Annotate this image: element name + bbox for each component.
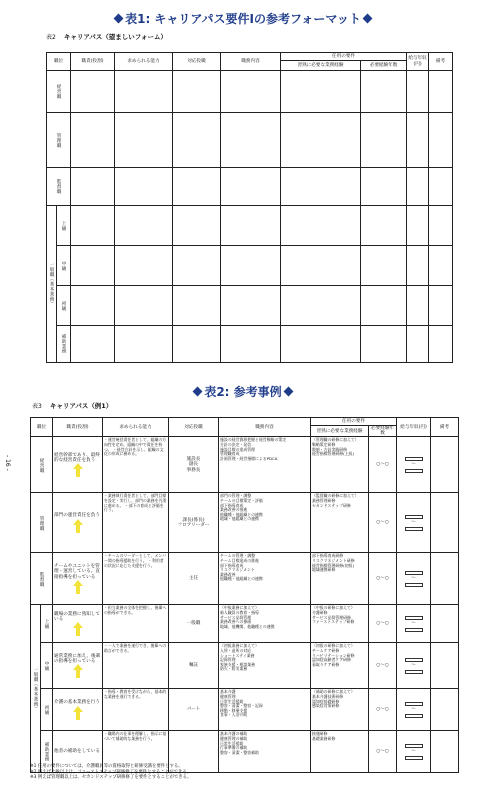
ability-cell: ・指導・教育を受けながら、基本的な業務を遂行できる。 xyxy=(103,689,169,731)
header-rank: 職位 xyxy=(31,418,53,437)
footnote: ※1 任用の要件については、介護職員等の資格取得と研修受講を要件とする。 xyxy=(30,764,183,769)
ability-cell: ・一人で業務を遂行でき、後輩への助言ができる。 xyxy=(103,643,169,689)
header-content: 職務内容 xyxy=(221,53,281,71)
table1-caption: 表2 キャリアパス（望ましいフォーム） xyxy=(46,33,167,41)
arrow-up-icon xyxy=(73,580,83,594)
salary-box xyxy=(405,515,423,519)
duty-cell: 職場の業務に熟知している xyxy=(53,605,103,643)
salary-cell: ～ xyxy=(397,643,431,689)
req-cell: 接遇研修 基礎業務研修 xyxy=(311,731,369,773)
page-number: - 16 - xyxy=(4,455,11,471)
position-cell: 主任 xyxy=(169,553,219,605)
row-label: 中級 xyxy=(57,246,71,286)
row-label: 補助業務 xyxy=(57,326,71,363)
header-salary: 給与年収(円) xyxy=(407,53,429,71)
header-req-b: 必要経験年数 xyxy=(361,61,407,71)
footnote: ※3 例えば管理職以上は、セカンドステップ研修修了を要件とすることができる。 xyxy=(30,775,192,781)
duty-cell: チームやユニットを管理・運営している。直接指導を担っている xyxy=(53,553,103,605)
table-row xyxy=(31,643,459,689)
salary-box xyxy=(405,658,423,662)
years-cell: ○～○ xyxy=(369,437,397,493)
group-label: 一般職（基本業務） xyxy=(31,605,41,773)
salary-cell: ～ xyxy=(397,689,431,731)
table2 xyxy=(30,417,459,773)
table-row xyxy=(31,689,459,731)
table-row xyxy=(31,437,459,493)
diamond-icon xyxy=(283,387,293,397)
header-req: 任用の要件 xyxy=(281,53,407,61)
salary-box xyxy=(405,744,423,748)
salary-cell: ～ xyxy=(397,553,431,605)
header-remarks: 備考 xyxy=(429,53,453,71)
arrow-up-icon xyxy=(73,622,83,636)
req-cell: （監督職の研修に加えて） 業務管理研修 セカンドステップ研修 xyxy=(311,493,369,553)
row-label: 管理職 xyxy=(31,493,53,553)
table-row xyxy=(31,553,459,605)
years-cell: ○～○ xyxy=(369,605,397,643)
ability-cell: ・チームのリーダーとして、メンバー間の指導援助を行う。 ・利用者の状況に応じた支援を行う。 xyxy=(103,553,169,605)
duty-cell: 介護の基本業務を行う xyxy=(53,689,103,731)
ability-cell: ・担当業務の全体を把握し、後輩への指導ができる。 xyxy=(103,605,169,643)
salary-box xyxy=(405,457,423,461)
years-cell: ○～○ xyxy=(369,731,397,773)
salary-box xyxy=(405,616,423,620)
footnote: ※2 例えば上級以上は、ファーストステップ研修修了を要件とすることができる。 xyxy=(30,769,192,775)
duty-cell: 経営幹部であり、最終的な経営責任を負う xyxy=(53,437,103,493)
req-cell: （補助の研修に加えて） 基本介護技術研修 認知症基礎研修 感染症対策研修 xyxy=(311,689,369,731)
duty-cell: 他者の補助をしている xyxy=(53,731,103,773)
ability-cell: ・運営統括責任者として、組織の方向性を定め、組織の中で責任を持つ。 ・経営方針を示し、組織の文化の形成に務める。 xyxy=(103,437,169,493)
header-req-b: 必要経験年数 xyxy=(369,426,397,437)
diamond-icon xyxy=(193,387,203,397)
req-cell: （中級の研修に加えて） 介護研修 サービス品質管理研修 ファーストステップ研修 xyxy=(311,605,369,643)
group-label: 一般職（基本業務） xyxy=(47,206,57,363)
content-cell: 部門の管理・調整 チームの目標策定・評価 部下指導育成 業務改善の推進 他職種・他組織との連携 地域・他組織との連携 xyxy=(219,493,311,553)
position-cell: 一般職 xyxy=(169,605,219,643)
row-label: 経営職 xyxy=(31,437,53,493)
table2-caption: 表3 キャリアパス（例1） xyxy=(32,402,113,410)
row-label: 初級 xyxy=(41,689,53,731)
header-content: 職務内容 xyxy=(219,418,311,437)
salary-box xyxy=(405,702,423,706)
row-label: 上級 xyxy=(57,206,71,246)
row-label: 経営職 xyxy=(47,71,71,113)
salary-cell: ～ xyxy=(397,493,431,553)
content-cell: 基本介護 健康管理 日常生活援助 整容・清潔・整容・記録 移動・移乗支援 食事・入浴介助 xyxy=(219,689,311,731)
header-position: 対応役職 xyxy=(173,53,221,71)
salary-box xyxy=(405,583,423,587)
header-remarks: 備考 xyxy=(431,418,459,437)
ability-cell: ・職場内の仕事を理解し、指示に基づいて補助的な業務を行う。 xyxy=(103,731,169,773)
arrow-up-icon xyxy=(73,463,83,477)
position-cell: 嘱託 xyxy=(169,643,219,689)
row-label: 補助業務 xyxy=(41,731,53,773)
header-req-a: 習熟に必要な業務経験 xyxy=(311,426,369,437)
duty-cell: 部門の運営責任を負う xyxy=(53,493,103,553)
content-cell: （中級業務に加えて） 新人職員の教育・指導 サービス品質管理 業務改善への参画 地域、他機関、他職種との連携 xyxy=(219,605,311,643)
table1 xyxy=(46,52,453,363)
salary-box xyxy=(405,571,423,575)
position-cell: 課長(係長) フロアリーダー xyxy=(169,493,219,553)
header-req-a: 習熟に必要な業務経験 xyxy=(281,61,361,71)
salary-cell: ～ xyxy=(397,437,431,493)
header-duty: 職責(役割) xyxy=(71,53,115,71)
salary-cell: ～ xyxy=(397,731,431,773)
req-cell: 部下指導育成研修 リスクマネジメント研修 経営指標管理研修(初級) 地域連携研修 xyxy=(311,553,369,605)
diamond-icon xyxy=(114,14,124,24)
header-ability: 求められる能力 xyxy=(115,53,173,71)
ability-cell: ・業務執行責任者として、部門目標を設定・実行し、部門の業務を円滑に進める。 ・部下の育成と評価を行う。 xyxy=(103,493,169,553)
header-ability: 求められる能力 xyxy=(103,418,169,437)
salary-box xyxy=(405,714,423,718)
arrow-up-icon xyxy=(73,706,83,720)
row-label: 監督職 xyxy=(47,168,71,206)
years-cell: ○～○ xyxy=(369,493,397,553)
table1-title: 表1: キャリアパス要件Ⅰの参考フォーマット xyxy=(0,10,486,27)
footnotes xyxy=(30,764,191,781)
header-rank: 職位 xyxy=(47,53,71,71)
position-cell: パート xyxy=(169,689,219,731)
content-cell: 基本介護の補助 健康管理の補助 日常生活援助 行事準備の補助 整容・清潔・整容補助 xyxy=(219,731,311,773)
salary-box xyxy=(405,670,423,674)
table-row xyxy=(31,605,459,643)
row-label: 管理職 xyxy=(47,113,71,168)
content-cell: 施設の経営資源把握と経営戦略の策定 方針の決定・発信 施設目標の達成管理 管理職育成 計画管理・経営指標によるPDCA xyxy=(219,437,311,493)
salary-box xyxy=(405,756,423,760)
req-cell: （初級の研修に加えて） チームケア研修 リハビリテーション研修 認知症高齢者ケア研修 看取りケア研修 xyxy=(311,643,369,689)
content-cell: チームの管理・調整 チーム目標達成の推進 部下指導育成 リスクマネジメント 業務改善 他職種・他組織との連携 xyxy=(219,553,311,605)
table2-title: 表2: 参考事例 xyxy=(0,383,486,400)
position-cell: 施設長 副長 事務長 xyxy=(169,437,219,493)
header-position: 対応役職 xyxy=(169,418,219,437)
arrow-up-icon xyxy=(73,664,83,678)
salary-box xyxy=(405,628,423,632)
arrow-up-icon xyxy=(73,519,83,533)
req-cell: （管理職の研修に加えて） 戦略策定研修 数値・方針実践研修 経営指標管理研修(上級) xyxy=(311,437,369,493)
years-cell: ○～○ xyxy=(369,643,397,689)
header-duty: 職責(役割) xyxy=(53,418,103,437)
diamond-icon xyxy=(362,14,372,24)
content-cell: （初級業務に加えて） 入所・退所の対応 ショートステイ業務 記録管理 家族支援・相談業務 防火・防災業務 xyxy=(219,643,311,689)
salary-cell: ～ xyxy=(397,605,431,643)
row-label: 中級 xyxy=(41,643,53,689)
table-row xyxy=(31,493,459,553)
years-cell: ○～○ xyxy=(369,689,397,731)
salary-box xyxy=(405,469,423,473)
header-req: 任用の要件 xyxy=(311,418,397,426)
years-cell: ○～○ xyxy=(369,553,397,605)
row-label: 上級 xyxy=(41,605,53,643)
duty-cell: 通常業務に加え、後輩の指導を担っている xyxy=(53,643,103,689)
salary-box xyxy=(405,527,423,531)
row-label: 監督職 xyxy=(31,553,53,605)
header-salary: 給与年収(円) xyxy=(397,418,431,437)
row-label: 初級 xyxy=(57,286,71,326)
